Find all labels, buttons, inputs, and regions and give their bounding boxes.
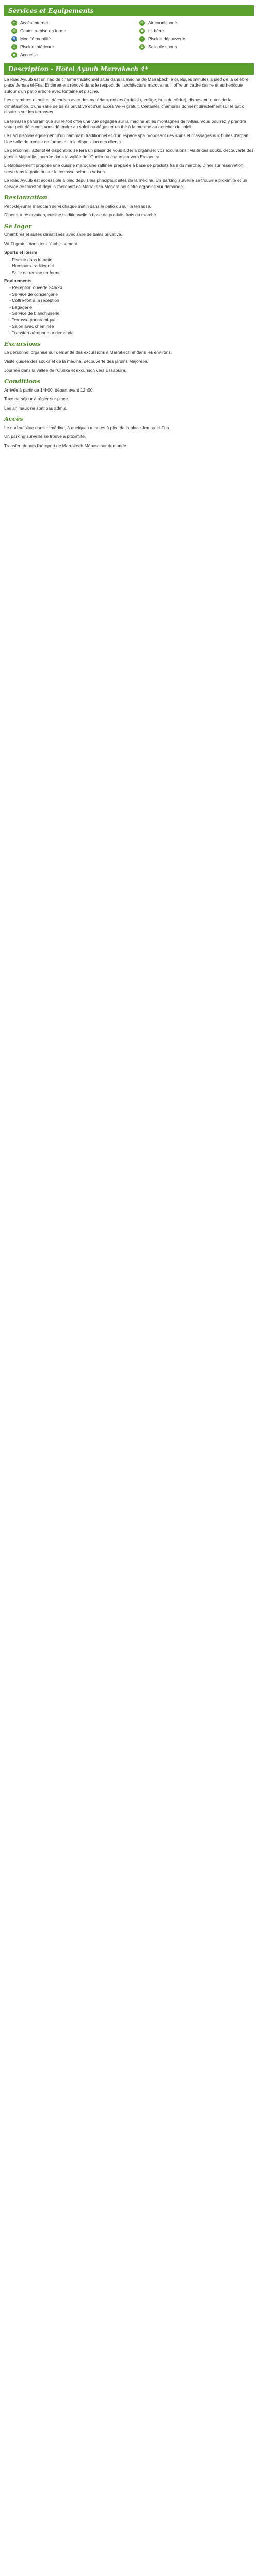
description-paragraph: Le personnel, attentif et disponible, se fera un plaisir de vous aider à organiser vos excursions : visite des souks, découverte des jardins Majorelle, journée dans la vallée de l'Ourika ou excursion vers Essaouira.: [4, 148, 254, 159]
section-paragraph: Petit-déjeuner marocain servi chaque matin dans le patio ou sur la terrasse.: [4, 203, 151, 209]
disabled-access-icon: ♿: [12, 37, 17, 41]
list-item: - Salle de remise en forme: [9, 270, 254, 276]
services-grid: [4, 19, 254, 61]
section-paragraph: Le riad se situe dans la médina, à quelques minutes à pied de la place Jemaa el-Fna.: [4, 425, 170, 430]
service-label: Air conditionné: [148, 20, 178, 26]
section-block: [4, 340, 254, 374]
pool-icon: ≈: [139, 36, 145, 42]
service-item: [11, 44, 119, 50]
section-title: Accès: [4, 415, 23, 423]
service-item: [139, 52, 247, 58]
page: [0, 0, 258, 467]
section-block: [4, 415, 254, 449]
air-conditioning-icon: ❄: [139, 20, 145, 26]
list-item: - Coffre-fort à la réception: [9, 298, 254, 303]
description-paragraph: Le Riad Ayuub est un riad de charme traditionnel situé dans la médina de Marrakech, à quelques minutes à pied de la célèbre place Jemaa el-Fna. Entièrement rénové dans le respect de l'architecture marocaine, il offre un cadre calme et authentique autour d'un patio arboré avec fontaine et piscine.: [4, 76, 249, 94]
section-block: [4, 223, 254, 336]
no-smoking-icon: ⊘: [11, 44, 17, 50]
section-list: [4, 257, 254, 276]
service-item: [139, 36, 247, 42]
services-heading: Services et Equipements: [4, 5, 254, 16]
list-item: - Transfert aéroport sur demande: [9, 330, 254, 336]
description-heading: Description - Hôtel Ayuub Marrakech 4*: [4, 63, 254, 75]
section-paragraph: Visite guidée des souks et de la médina, découverte des jardins Majorelle.: [4, 359, 149, 364]
list-item: - Réception ouverte 24h/24: [9, 285, 254, 291]
description-paragraph: Les chambres et suites, décorées avec des matériaux nobles (tadelakt, zellige, bois de cèdre), disposent toutes de la climatisation, d'une salle de bains privative et d'un accès Wi-Fi gratuit. Certaines chambres donnent directement sur le patio, d'autres sur les terrasses.: [4, 97, 246, 115]
section-paragraph: Transfert depuis l'aéroport de Marrakech-Ménara sur demande.: [4, 443, 127, 448]
section-paragraph: Les animaux ne sont pas admis.: [4, 405, 67, 411]
service-label: Piscine découverte: [148, 36, 185, 42]
section-paragraph: Journée dans la vallée de l'Ourika et excursion vers Essaouira.: [4, 367, 126, 373]
service-item: [139, 20, 247, 26]
service-item: [11, 52, 119, 58]
list-item: - Service de blanchisserie: [9, 311, 254, 316]
description-paragraph: La terrasse panoramique sur le toit offre une vue dégagée sur la médina et les montagnes de l'Atlas. Vous pourrez y prendre votre petit-déjeuner, vous détendre au soleil ou déguster un thé à la menthe au coucher du soleil.: [4, 118, 246, 129]
section-list: [4, 285, 254, 336]
dog-icon: ◆: [11, 52, 17, 58]
section-block: [4, 378, 254, 411]
section-paragraph: Le personnel organise sur demande des excursions à Marrakech et dans les environs.: [4, 349, 172, 355]
subsection-title: Sports et loisirs: [4, 250, 38, 256]
list-item: - Hammam traditionnel: [9, 263, 254, 269]
section-paragraph: Taxe de séjour à régler sur place.: [4, 396, 69, 402]
description-body: [4, 77, 254, 190]
section-paragraph: Dîner sur réservation, cuisine traditionnelle à base de produits frais du marché.: [4, 212, 157, 218]
description-paragraph: L'établissement propose une cuisine marocaine raffinée préparée à base de produits frais du marché. Dîner sur réservation, servi dans le patio ou sur la terrasse selon la saison.: [4, 163, 245, 174]
section-title: Excursions: [4, 340, 41, 348]
service-label: Accueille: [20, 52, 38, 58]
list-item: - Terrasse panoramique: [9, 317, 254, 323]
service-label: Salle de sports: [148, 44, 178, 49]
wifi-icon: ✻: [11, 20, 17, 26]
service-label: Centre remise en forme: [20, 28, 67, 33]
list-item: - Service de conciergerie: [9, 292, 254, 297]
subsection-title: Equipements: [4, 278, 32, 283]
section-title: Conditions: [4, 378, 40, 385]
service-label: Modifié mobilité: [20, 36, 51, 42]
section-title: Restauration: [4, 194, 47, 201]
section-paragraph: Un parking surveillé se trouve à proximité.: [4, 434, 86, 439]
business-center-icon: ▤: [11, 28, 17, 34]
service-item: [11, 36, 119, 42]
list-item: - Piscine dans le patio: [9, 257, 254, 263]
spa-icon: ✿: [139, 44, 145, 50]
section-block: [4, 194, 254, 218]
service-item: [139, 44, 247, 50]
description-paragraph: Le riad dispose également d'un hammam traditionnel et d'un espace spa proposant des soins et massages aux huiles d'argan. Une salle de remise en forme est à la disposition des clients.: [4, 133, 250, 144]
list-item: - Salon avec cheminée: [9, 324, 254, 329]
safe-icon: ▣: [139, 28, 145, 34]
section-paragraph: Chambres et suites climatisées avec salle de bains privative.: [4, 232, 122, 238]
service-label: Piscine intérieure: [20, 44, 54, 49]
section-title: Se loger: [4, 222, 32, 230]
content-sections: [4, 194, 254, 449]
section-paragraph: Wi-Fi gratuit dans tout l'établissement.: [4, 241, 78, 246]
service-item: [139, 28, 247, 34]
service-item: [11, 28, 119, 34]
section-paragraph: Arrivée à partir de 14h00, départ avant 12h00.: [4, 387, 94, 393]
list-item: - Bagagerie: [9, 304, 254, 310]
service-item: [11, 20, 119, 26]
service-label: Accès Internet: [20, 20, 49, 26]
description-paragraph: Le Riad Ayuub est accessible à pied depuis les principaux sites de la médina. Un parking surveillé se trouve à proximité et un service de transfert depuis l'aéroport de Marrakech-Ménara peut être organisé sur demande.: [4, 178, 247, 189]
service-label: Lit bébé: [148, 28, 164, 33]
